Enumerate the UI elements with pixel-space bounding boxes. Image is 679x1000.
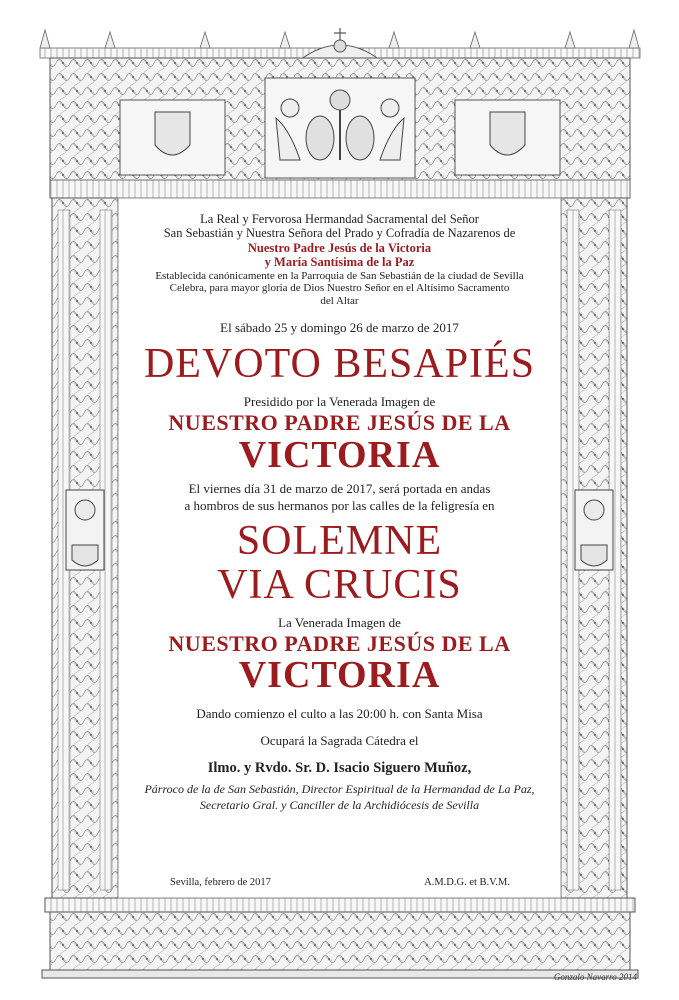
right-column <box>561 198 627 898</box>
header-line-2: San Sebastián y Nuestra Señora del Prado y Cofradía de Nazarenos de <box>163 226 516 241</box>
besapies-image-name: NUESTRO PADRE JESÚS DE LA <box>168 410 511 436</box>
besapies-title: DEVOTO BESAPIÉS <box>143 341 536 388</box>
motto: A.M.D.G. et B.V.M. <box>424 877 510 888</box>
announcement-text <box>118 212 561 813</box>
besapies-image-victoria: VICTORIA <box>238 433 441 476</box>
footer <box>170 877 510 888</box>
via-crucis-line-2: a hombros de sus hermanos por las calles de la feligresía en <box>184 498 495 514</box>
preacher-role-1: Párroco de la de San Sebastián, Director Espiritual de la Hermandad de La Paz, <box>144 781 535 796</box>
base-pedestal <box>42 898 638 978</box>
brotherhood-name-1: Nuestro Padre Jesús de la Victoria <box>247 240 432 255</box>
preacher-role-2: Secretario Gral. y Canciller de la Archidiócesis de Sevilla <box>199 798 480 812</box>
top-crest <box>40 28 640 60</box>
place-date: Sevilla, febrero de 2017 <box>170 877 271 888</box>
via-crucis-line-1: El viernes día 31 de marzo de 2017, será portada en andas <box>188 481 491 497</box>
brotherhood-name-2: y María Santísima de la Paz <box>264 255 415 270</box>
via-crucis-title-1: SOLEMNE <box>236 518 443 565</box>
besapies-presided: Presidido por la Venerada Imagen de <box>243 394 436 410</box>
artist-signature: Gonzalo Navarro 2014 <box>553 972 637 982</box>
top-architrave <box>50 58 630 198</box>
via-crucis-venerated: La Venerada Imagen de <box>278 615 401 631</box>
mass-start: Dando comienzo el culto a las 20:00 h. con Santa Misa <box>196 706 483 722</box>
besapies-dates: El sábado 25 y domingo 26 de marzo de 2017 <box>220 320 459 336</box>
via-crucis-image-name: NUESTRO PADRE JESÚS DE LA <box>168 631 511 657</box>
via-crucis-title-2: VIA CRUCIS <box>217 562 462 609</box>
header-line-5: Establecida canónicamente en la Parroquia de San Sebastián de la ciudad de Sevilla <box>155 269 524 282</box>
header-line-7: del Altar <box>320 294 359 307</box>
left-column <box>52 198 118 898</box>
via-crucis-image-victoria: VICTORIA <box>238 654 441 697</box>
preacher-name: Ilmo. y Rvdo. Sr. D. Isacio Siguero Muñoz, <box>207 760 472 777</box>
sacred-chair: Ocupará la Sagrada Cátedra el <box>260 733 419 749</box>
header-line-6: Celebra, para mayor gloria de Dios Nuestro Señor en el Altísimo Sacramento <box>169 282 510 295</box>
header-line-1: La Real y Fervorosa Hermandad Sacramental del Señor <box>200 212 479 226</box>
